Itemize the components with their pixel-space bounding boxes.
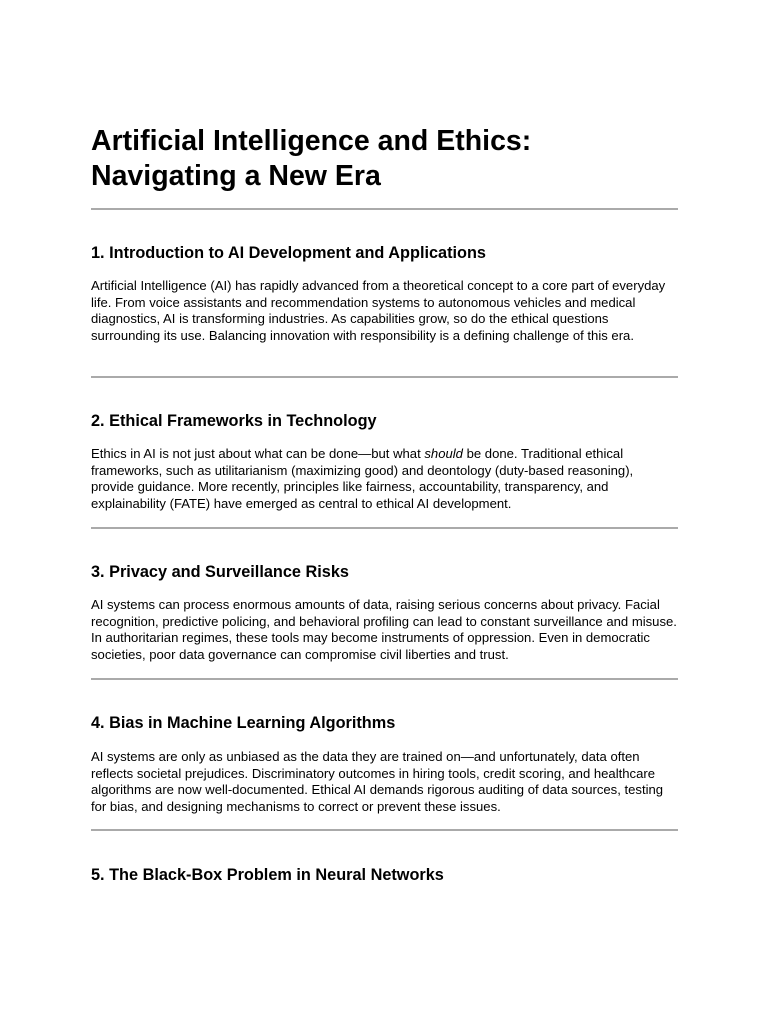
document-title-line-1: Artificial Intelligence and Ethics: bbox=[91, 125, 532, 157]
document-title-line-2: Navigating a New Era bbox=[91, 160, 381, 192]
section-2-body bbox=[91, 446, 678, 512]
section-1-heading: 1. Introduction to AI Development and Applications bbox=[91, 244, 486, 262]
section-3-heading: 3. Privacy and Surveillance Risks bbox=[91, 563, 349, 581]
section-3-body: AI systems can process enormous amounts of data, raising serious concerns about privacy. Facial recognition, predictive policing, and behavioral profiling can lead to constant surveillance and misuse. In authoritarian regimes, these tools may become instruments of oppression. Even in democratic societies, poor data governance can compromise civil liberties and trust. bbox=[91, 597, 677, 662]
section-5-heading: 5. The Black-Box Problem in Neural Networks bbox=[91, 866, 444, 884]
section-2-body-emphasis: should bbox=[424, 446, 463, 461]
section-4-heading: 4. Bias in Machine Learning Algorithms bbox=[91, 714, 396, 732]
section-2-body-start: Ethics in AI is not just about what can be done—but what bbox=[91, 446, 425, 461]
section-2-divider bbox=[91, 527, 678, 529]
document-title bbox=[91, 124, 678, 194]
section-3-divider bbox=[91, 678, 678, 680]
section-1-divider bbox=[91, 376, 678, 378]
section-2-heading: 2. Ethical Frameworks in Technology bbox=[91, 412, 377, 430]
section-4-body: AI systems are only as unbiased as the data they are trained on—and unfortunately, data often reflects societal prejudices. Discriminatory outcomes in hiring tools, credit scoring, and healthcare algorithms are now well-documented. Ethical AI demands rigorous auditing of data sources, testing for bias, and designing mechanisms to correct or prevent these issues. bbox=[91, 749, 664, 814]
section-2-body-end: be done. Traditional ethical frameworks, such as utilitarianism (maximizing good) and deontology (duty-based reasoning), provide guidance. More recently, principles like fairness, accountability, transparency, and explainability (FATE) have emerged as central to ethical AI development. bbox=[91, 446, 634, 511]
title-divider bbox=[91, 208, 678, 210]
section-1-body: Artificial Intelligence (AI) has rapidly advanced from a theoretical concept to a core part of everyday life. From voice assistants and recommendation systems to autonomous vehicles and medical diagnostics, AI is transforming industries. As capabilities grow, so do the ethical questions surrounding its use. Balancing innovation with responsibility is a defining challenge of this era. bbox=[91, 278, 666, 343]
section-4-divider bbox=[91, 829, 678, 831]
